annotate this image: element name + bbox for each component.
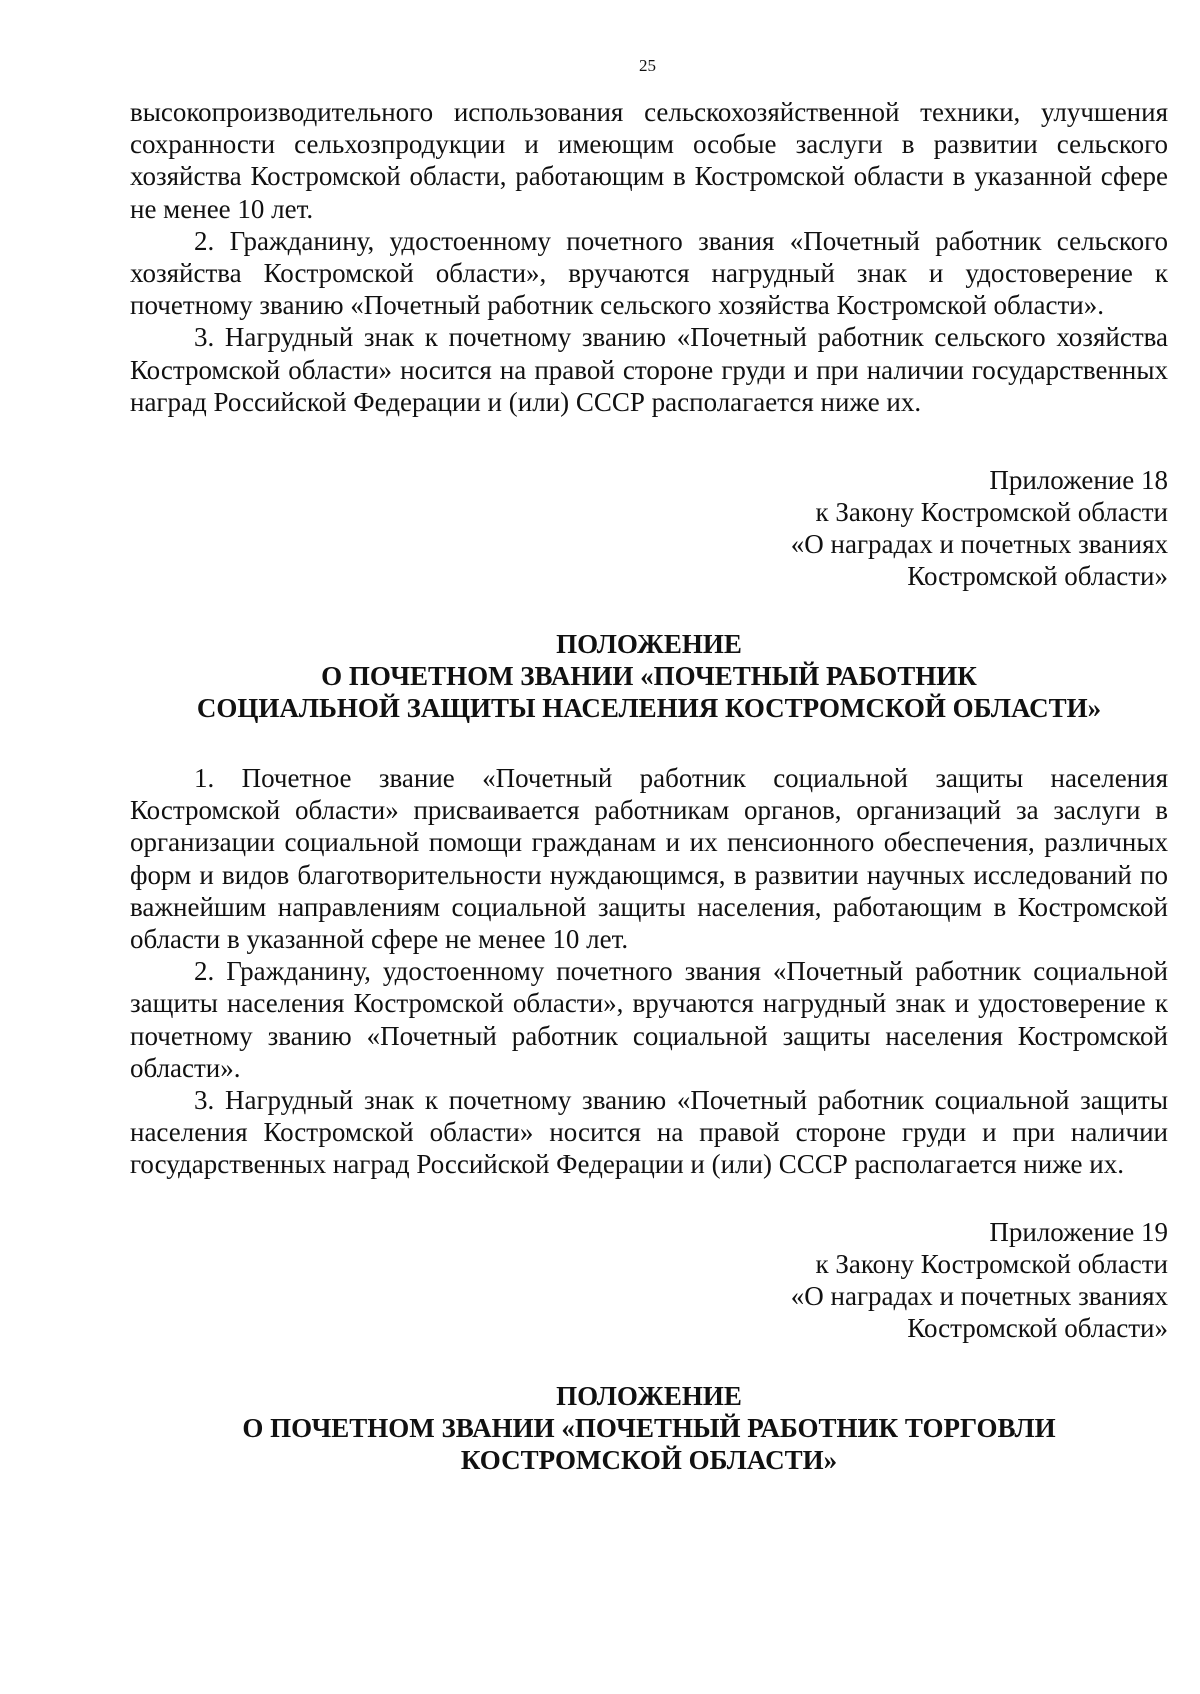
appendix-19-line: «О наградах и почетных званиях <box>790 1280 1168 1311</box>
heading-trade-worker <box>130 1380 1168 1476</box>
appendix-19-reference <box>130 1216 1168 1344</box>
section-a-item-2: 2. Гражданину, удостоенному почетного звания «Почетный работник сельского хозяйства Костромской области», вручаются нагрудный знак и удостоверение к почетному званию «Почетный работник сельского хозяйства Костромской области». <box>130 225 1168 321</box>
appendix-19-line: к Закону Костромской области <box>815 1248 1168 1279</box>
appendix-18-reference <box>130 464 1168 592</box>
section-b-item-3: 3. Нагрудный знак к почетному званию «Почетный работник социальной защиты населения Костромской области» носится на правой стороне груди и при наличии государственных наград Российской Федерации и (или) СССР располагается ниже их. <box>130 1085 1168 1180</box>
heading-social-protection <box>130 628 1168 724</box>
heading-line: ПОЛОЖЕНИЕ <box>556 1380 742 1411</box>
appendix-19-line: Приложение 19 <box>989 1216 1168 1247</box>
heading-line: О ПОЧЕТНОМ ЗВАНИИ «ПОЧЕТНЫЙ РАБОТНИК <box>321 661 977 692</box>
heading-line: О ПОЧЕТНОМ ЗВАНИИ «ПОЧЕТНЫЙ РАБОТНИК ТОРГОВЛИ <box>242 1412 1056 1443</box>
appendix-18-line: Костромской области» <box>907 561 1168 592</box>
appendix-18-line: к Закону Костромской области <box>815 497 1168 528</box>
document-page <box>130 56 1168 1476</box>
section-a-item-3: 3. Нагрудный знак к почетному званию «Почетный работник сельского хозяйства Костромской области» носится на правой стороне груди и при наличии государственных наград Российской Федерации и (или) СССР располагается ниже их. <box>130 322 1168 417</box>
heading-line: КОСТРОМСКОЙ ОБЛАСТИ» <box>460 1444 838 1475</box>
section-b-item-2: 2. Гражданину, удостоенному почетного звания «Почетный работник социальной защиты населения Костромской области», вручаются нагрудный знак и удостоверение к почетному званию «Почетный работник социальной защиты населения Костромской области». <box>130 956 1168 1083</box>
heading-line: СОЦИАЛЬНОЙ ЗАЩИТЫ НАСЕЛЕНИЯ КОСТРОМСКОЙ ОБЛАСТИ» <box>196 693 1102 724</box>
intro-paragraph: высокопроизводительного использования сельскохозяйственной техники, улучшения сохранности сельхозпродукции и имеющим особые заслуги в развитии сельского хозяйства Костромской области, работающим в Костромской области в указанной сфере не менее 10 лет. <box>130 97 1168 224</box>
appendix-18-line: Приложение 18 <box>989 465 1168 496</box>
section-b-item-1: 1. Почетное звание «Почетный работник социальной защиты населения Костромской области» присваивается работникам органов, организаций за заслуги в организации социальной помощи гражданам и их пенсионного обеспечения, различных форм и видов благотворительности нуждающимся, в развитии научных исследований по важнейшим направлениям социальной защиты населения, работающим в Костромской области в указанной сфере не менее 10 лет. <box>130 763 1168 955</box>
appendix-18-line: «О наградах и почетных званиях <box>790 529 1168 560</box>
heading-line: ПОЛОЖЕНИЕ <box>556 629 742 660</box>
appendix-19-line: Костромской области» <box>907 1312 1168 1343</box>
page-number: 25 <box>639 56 656 75</box>
